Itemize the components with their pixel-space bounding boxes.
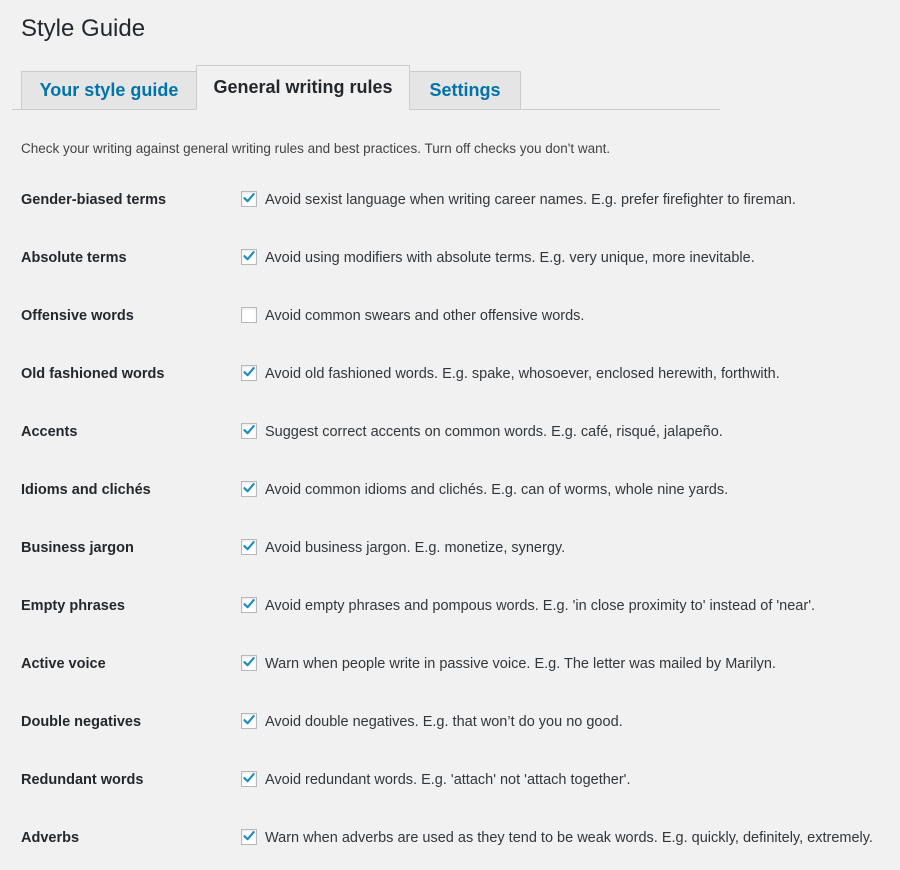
rule-checkbox[interactable] (241, 713, 257, 729)
tab-settings[interactable]: Settings (409, 71, 521, 110)
rule-row-double-negatives (0, 692, 900, 750)
rule-checkbox[interactable] (241, 423, 257, 439)
rule-checkbox[interactable] (241, 655, 257, 671)
rule-row-adverbs (0, 808, 900, 866)
tab-bar (12, 64, 720, 110)
rule-checkbox[interactable] (241, 597, 257, 613)
rule-row-business-jargon (0, 518, 900, 576)
rule-name: Absolute terms (21, 250, 127, 266)
tab-your-style-guide[interactable]: Your style guide (21, 71, 197, 110)
rule-name: Accents (21, 424, 78, 440)
checkmark-icon (243, 540, 255, 552)
rule-row-accents (0, 402, 900, 460)
rule-description: Avoid empty phrases and pompous words. E.g. 'in close proximity to' instead of 'near'. (265, 598, 816, 614)
rule-name: Empty phrases (21, 598, 125, 614)
rule-description: Avoid old fashioned words. E.g. spake, whosoever, enclosed herewith, forthwith. (265, 366, 780, 382)
rule-name: Active voice (21, 656, 106, 672)
tab-general-writing-rules[interactable]: General writing rules (196, 65, 410, 110)
checkmark-icon (243, 656, 255, 668)
rule-checkbox[interactable] (241, 365, 257, 381)
rule-checkbox[interactable] (241, 829, 257, 845)
rule-checkbox[interactable] (241, 191, 257, 207)
rule-checkbox[interactable] (241, 539, 257, 555)
rule-name: Redundant words (21, 772, 144, 788)
rule-row-gender-biased-terms (0, 170, 900, 228)
rule-name: Idioms and clichés (21, 482, 151, 498)
rule-description: Avoid double negatives. E.g. that won’t do you no good. (265, 714, 623, 730)
page-title: Style Guide (21, 15, 146, 42)
rule-name: Old fashioned words (21, 366, 165, 382)
rule-description: Avoid sexist language when writing career names. E.g. prefer firefighter to fireman. (265, 192, 796, 208)
rule-checkbox[interactable] (241, 481, 257, 497)
rule-description: Avoid using modifiers with absolute terms. E.g. very unique, more inevitable. (265, 250, 755, 266)
rule-row-active-voice (0, 634, 900, 692)
checkmark-icon (243, 424, 255, 436)
rule-description: Avoid common swears and other offensive words. (265, 308, 585, 324)
rule-row-idioms-and-cliches (0, 460, 900, 518)
rule-description: Avoid business jargon. E.g. monetize, synergy. (265, 540, 566, 556)
checkmark-icon (243, 366, 255, 378)
checkmark-icon (243, 714, 255, 726)
checkmark-icon (243, 830, 255, 842)
intro-text: Check your writing against general writing rules and best practices. Turn off checks you don't want. (21, 141, 611, 156)
checkmark-icon (243, 250, 255, 262)
checkmark-icon (243, 482, 255, 494)
rule-checkbox[interactable] (241, 249, 257, 265)
checkmark-icon (243, 192, 255, 204)
rule-checkbox[interactable] (241, 771, 257, 787)
rule-description: Warn when people write in passive voice. E.g. The letter was mailed by Marilyn. (265, 656, 776, 672)
rule-row-redundant-words (0, 750, 900, 808)
checkmark-icon (243, 598, 255, 610)
rule-description: Avoid common idioms and clichés. E.g. can of worms, whole nine yards. (265, 482, 729, 498)
rule-name: Adverbs (21, 830, 80, 846)
rule-name: Business jargon (21, 540, 134, 556)
rule-row-empty-phrases (0, 576, 900, 634)
rule-row-old-fashioned-words (0, 344, 900, 402)
rule-description: Warn when adverbs are used as they tend to be weak words. E.g. quickly, definitely, extremely. (265, 830, 873, 846)
rule-name: Double negatives (21, 714, 142, 730)
rule-name: Offensive words (21, 308, 134, 324)
rule-description: Suggest correct accents on common words. E.g. café, risqué, jalapeño. (265, 424, 723, 440)
rule-checkbox[interactable] (241, 307, 257, 323)
rule-row-absolute-terms (0, 228, 900, 286)
checkmark-icon (243, 772, 255, 784)
rule-description: Avoid redundant words. E.g. 'attach' not 'attach together'. (265, 772, 631, 788)
rule-name: Gender-biased terms (21, 192, 167, 208)
rule-row-offensive-words (0, 286, 900, 344)
